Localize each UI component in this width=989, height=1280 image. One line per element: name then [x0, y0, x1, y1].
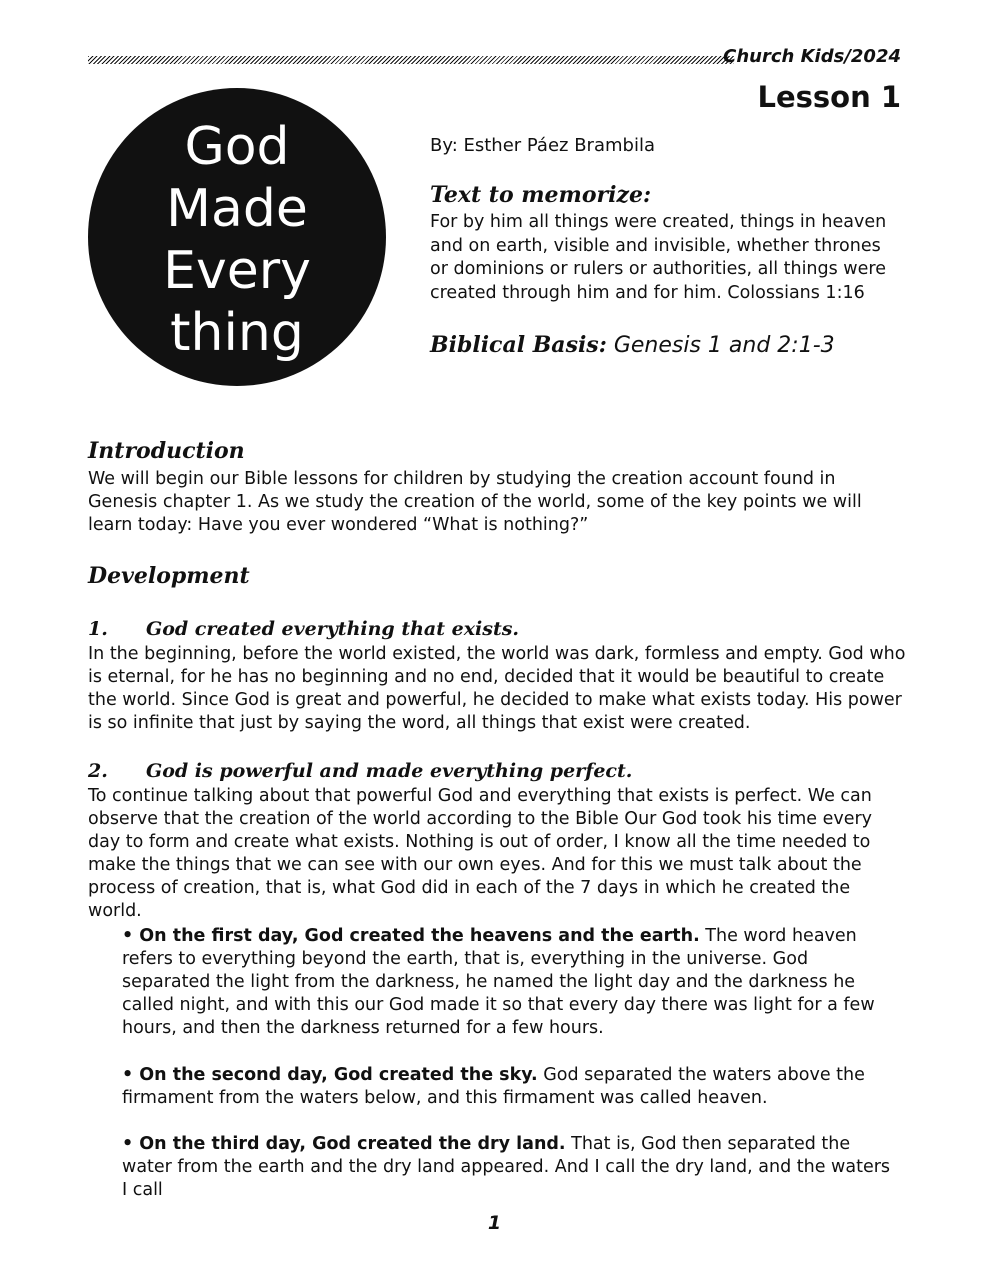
header-rule — [88, 56, 734, 64]
day-text: God separated the waters above the firmament from the waters below, and this firmament was called heaven. — [122, 1065, 865, 1108]
development-heading: Development — [88, 563, 250, 589]
point-title: God created everything that exists. — [146, 618, 520, 640]
day-lead: • On the third day, God created the dry land. — [122, 1134, 566, 1154]
series-label: Church Kids/2024 — [723, 46, 901, 67]
page-number: 1 — [487, 1212, 502, 1234]
title-line: thing — [170, 303, 304, 363]
basis-label: Biblical Basis: — [430, 332, 607, 358]
point-text: In the beginning, before the world existed, the world was dark, formless and empty. God who is eternal, for he has no beginning and no end, decided that it would be beautiful to create the world. Since God is great and powerful, he decided to make what exists today. His power is so infinite that just by saying the word, all things that exist were created. — [88, 644, 906, 733]
author-line: By: Esther Páez Brambila — [430, 135, 655, 156]
day-text: That is, God then separated the water from the earth and the dry land appeared. And I call the dry land, and the waters I call — [122, 1134, 891, 1200]
basis-value: Genesis 1 and 2:1-3 — [613, 333, 835, 358]
day-lead: • On the first day, God created the heavens and the earth. — [122, 926, 700, 946]
title-line: Made — [166, 179, 308, 239]
introduction-heading: Introduction — [88, 438, 245, 464]
memorize-verse: For by him all things were created, things in heaven and on earth, visible and invisible, whether thrones or dominions or rulers or authorities, all things were created through him and for him. Colossians 1:16 — [430, 212, 887, 303]
day-text: The word heaven refers to everything beyond the earth, that is, everything in the universe. God separated the light from the darkness, he named the light day and the darkness he called night, and with this our God made it so that every day there was light for a few hours, and then the darkness returned for a few hours. — [122, 926, 875, 1038]
lesson-title — [88, 116, 386, 364]
title-line: Every — [163, 241, 311, 301]
point-heading — [88, 760, 632, 782]
memorize-heading: Text to memorize: — [430, 182, 652, 208]
point-title: God is powerful and made everything perfect. — [146, 760, 633, 782]
lesson-number: Lesson 1 — [757, 80, 901, 114]
day-item — [122, 1133, 892, 1202]
title-badge — [88, 88, 386, 386]
day-item — [122, 925, 892, 1040]
point-number: 1. — [88, 618, 108, 640]
day-lead: • On the second day, God created the sky. — [122, 1065, 538, 1085]
title-line: God — [184, 117, 290, 177]
day-item — [122, 1064, 892, 1110]
point-number: 2. — [88, 760, 108, 782]
biblical-basis — [430, 332, 835, 358]
point-heading — [88, 618, 519, 640]
introduction-text: We will begin our Bible lessons for children by studying the creation account found in Genesis chapter 1. As we study the creation of the world, some of the key points we will learn today: Have you ever wondered “What is nothing?” — [88, 469, 862, 535]
point-text: To continue talking about that powerful God and everything that exists is perfect. We can observe that the creation of the world according to the Bible Our God took his time every day to form and create what exists. Nothing is out of order, I know all the time needed to make the things that we can see with our own eyes. And for this we must talk about the process of creation, that is, what God did in each of the 7 days in which he created the world. — [88, 786, 873, 921]
